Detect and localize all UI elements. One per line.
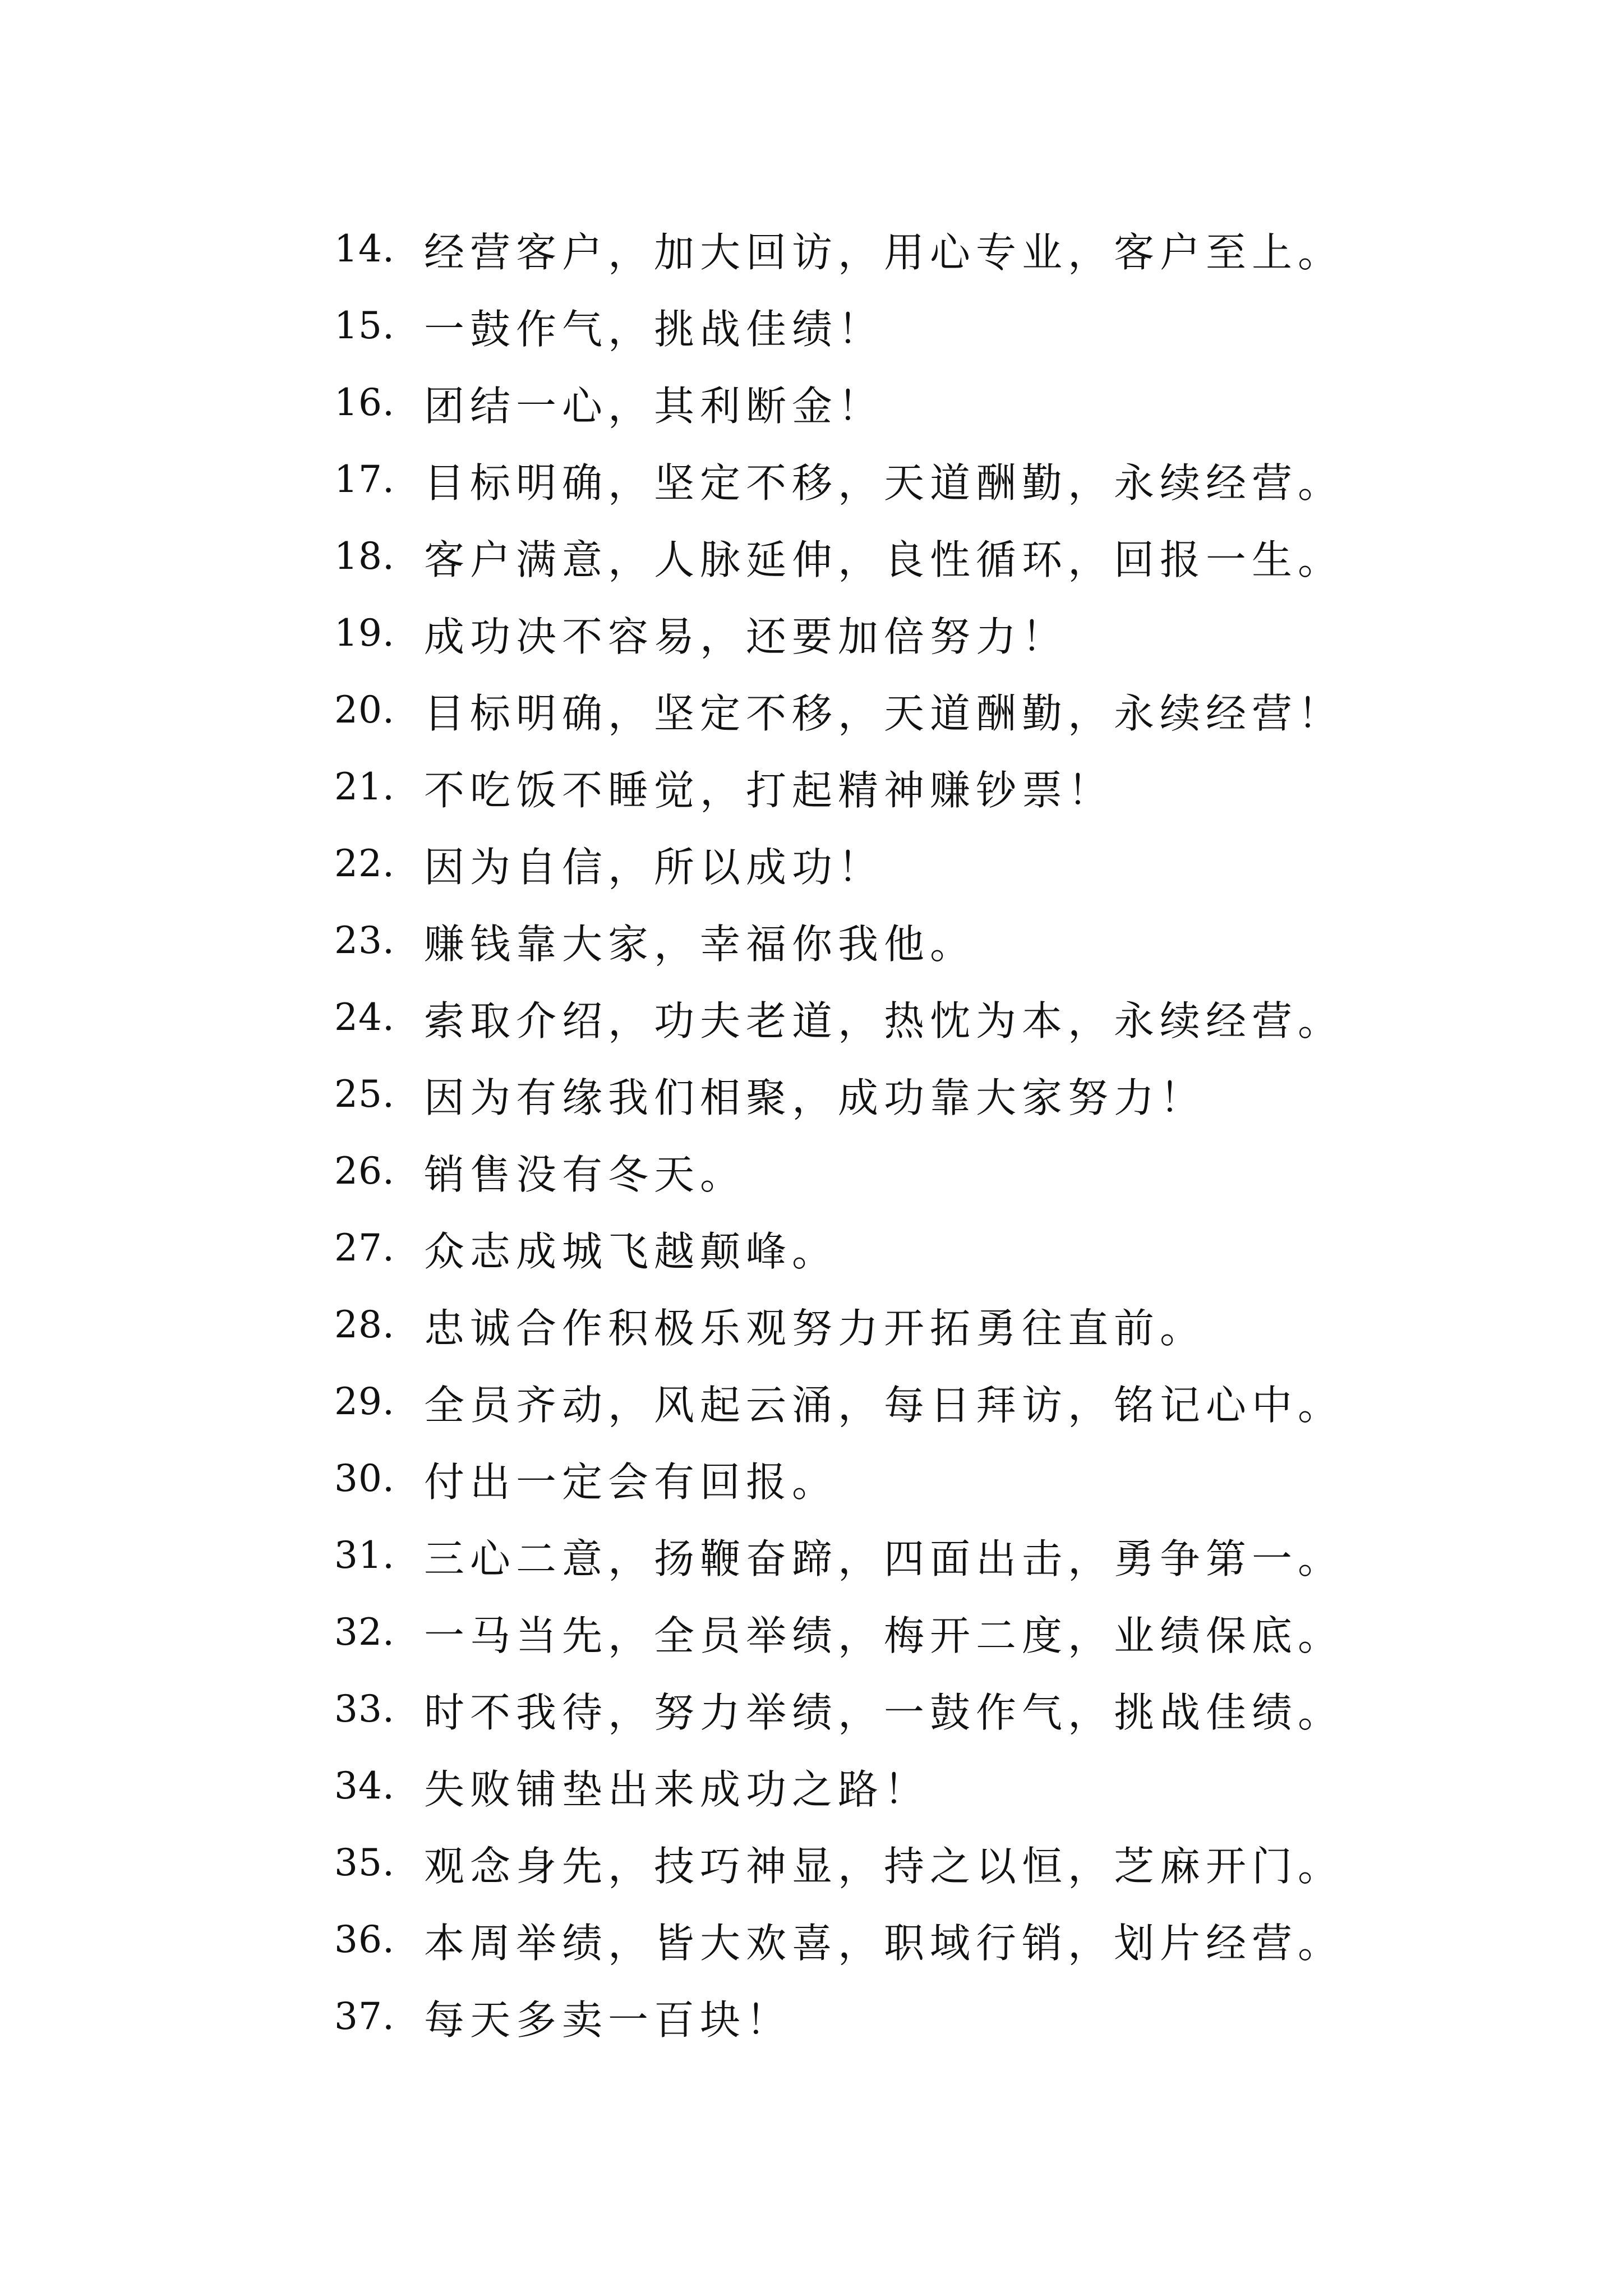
item-number: 16. xyxy=(334,381,395,424)
list-item xyxy=(334,1517,1344,1594)
item-number: 14. xyxy=(334,227,395,270)
item-text: 成功决不容易，还要加倍努力！ xyxy=(424,613,1068,660)
list-item xyxy=(334,518,1344,595)
item-text: 因为自信，所以成功！ xyxy=(424,843,884,891)
item-text: 目标明确，坚定不移，天道酬勤，永续经营。 xyxy=(424,459,1344,507)
list-item xyxy=(334,1286,1344,1363)
item-text: 客户满意，人脉延伸，良性循环，回报一生。 xyxy=(424,536,1344,583)
item-text: 不吃饭不睡觉，打起精神赚钞票！ xyxy=(424,766,1114,814)
item-text: 经营客户，加大回访，用心专业，客户至上。 xyxy=(424,228,1344,276)
list-item xyxy=(334,671,1344,748)
list-item xyxy=(334,1901,1344,1978)
list-item xyxy=(334,1209,1344,1286)
list-item xyxy=(334,748,1344,825)
item-text: 一鼓作气，挑战佳绩！ xyxy=(424,305,884,353)
item-text: 本周举绩，皆大欢喜，职域行销，划片经营。 xyxy=(424,1919,1344,1967)
item-number: 34. xyxy=(334,1764,395,1807)
list-item xyxy=(334,1440,1344,1517)
item-text: 销售没有冬天。 xyxy=(424,1151,746,1198)
item-number: 17. xyxy=(334,458,395,501)
list-item xyxy=(334,210,1344,287)
list-item xyxy=(334,825,1344,902)
item-text: 赚钱靠大家，幸福你我他。 xyxy=(424,920,976,968)
item-text: 全员齐动，风起云涌，每日拜访，铭记心中。 xyxy=(424,1381,1344,1429)
item-number: 21. xyxy=(334,765,395,808)
item-number: 29. xyxy=(334,1380,395,1423)
item-number: 24. xyxy=(334,996,395,1039)
item-text: 三心二意，扬鞭奋蹄，四面出击，勇争第一。 xyxy=(424,1535,1344,1582)
item-number: 26. xyxy=(334,1149,395,1193)
item-number: 30. xyxy=(334,1457,395,1500)
list-item xyxy=(334,1363,1344,1440)
item-number: 15. xyxy=(334,304,395,347)
list-item xyxy=(334,902,1344,979)
item-number: 19. xyxy=(334,611,395,655)
item-number: 28. xyxy=(334,1303,395,1346)
item-text: 时不我待，努力举绩，一鼓作气，挑战佳绩。 xyxy=(424,1688,1344,1736)
list-item xyxy=(334,595,1344,671)
item-text: 团结一心，其利断金！ xyxy=(424,382,884,430)
slogan-list xyxy=(334,210,1344,2055)
item-text: 失败铺垫出来成功之路！ xyxy=(424,1765,930,1813)
item-number: 27. xyxy=(334,1226,395,1269)
list-item xyxy=(334,1594,1344,1671)
list-item xyxy=(334,287,1344,364)
item-text: 付出一定会有回报。 xyxy=(424,1458,838,1506)
item-number: 31. xyxy=(334,1534,395,1577)
item-text: 忠诚合作积极乐观努力开拓勇往直前。 xyxy=(424,1304,1206,1352)
item-text: 索取介绍，功夫老道，热忱为本，永续经营。 xyxy=(424,997,1344,1045)
list-item xyxy=(334,441,1344,518)
list-item xyxy=(334,1671,1344,1747)
item-number: 25. xyxy=(334,1073,395,1116)
list-item xyxy=(334,1978,1344,2055)
list-item xyxy=(334,1747,1344,1824)
item-number: 37. xyxy=(334,1995,395,2038)
item-number: 35. xyxy=(334,1841,395,1884)
item-text: 一马当先，全员举绩，梅开二度，业绩保底。 xyxy=(424,1612,1344,1659)
item-number: 32. xyxy=(334,1611,395,1654)
list-item xyxy=(334,1056,1344,1133)
item-number: 18. xyxy=(334,535,395,578)
item-text: 每天多卖一百块！ xyxy=(424,1996,792,2044)
item-number: 20. xyxy=(334,688,395,731)
item-text: 众志成城飞越颠峰。 xyxy=(424,1227,838,1275)
item-text: 目标明确，坚定不移，天道酬勤，永续经营！ xyxy=(424,689,1344,737)
item-number: 23. xyxy=(334,919,395,962)
list-item xyxy=(334,1133,1344,1209)
item-text: 因为有缘我们相聚，成功靠大家努力！ xyxy=(424,1074,1206,1121)
item-number: 22. xyxy=(334,842,395,885)
list-item xyxy=(334,364,1344,441)
list-item xyxy=(334,979,1344,1056)
list-item xyxy=(334,1824,1344,1901)
item-text: 观念身先，技巧神显，持之以恒，芝麻开门。 xyxy=(424,1842,1344,1890)
item-number: 36. xyxy=(334,1918,395,1961)
item-number: 33. xyxy=(334,1687,395,1731)
